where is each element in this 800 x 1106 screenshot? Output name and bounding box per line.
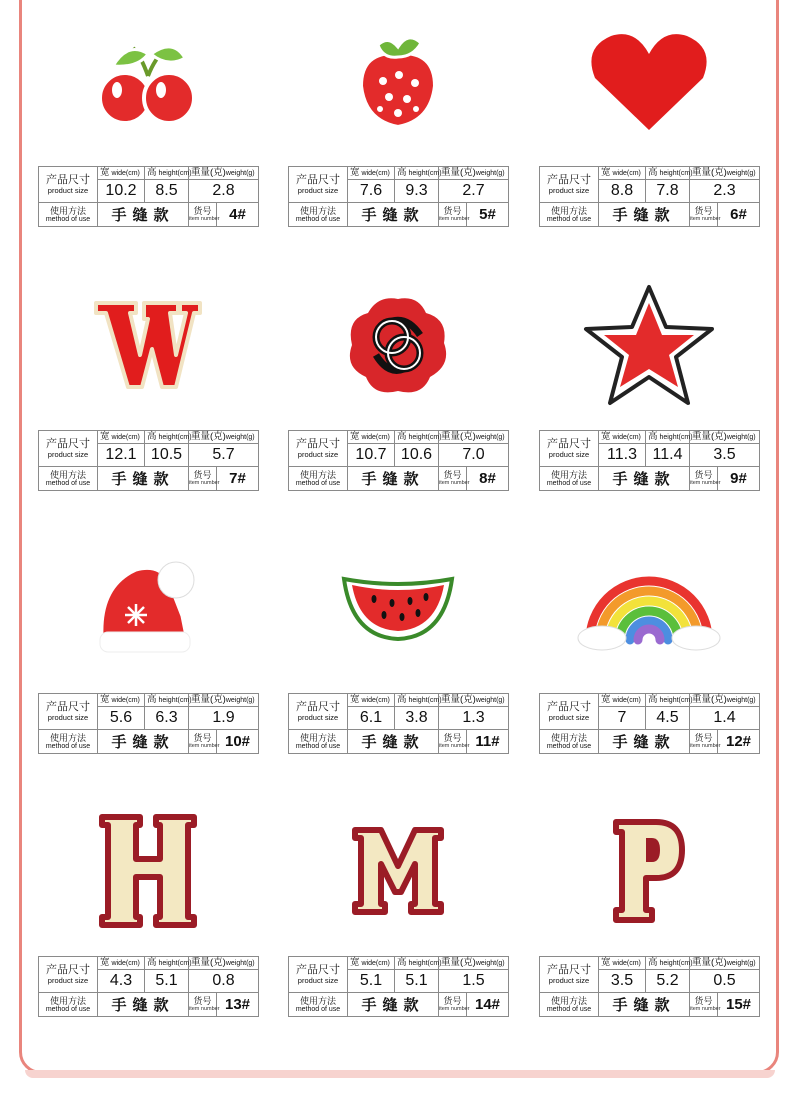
- wide-header: 宽 wide(cm): [599, 431, 646, 444]
- wide-value: 5.1: [348, 970, 395, 993]
- wide-header: 宽 wide(cm): [348, 431, 395, 444]
- height-header: 高 height(cm): [646, 957, 690, 970]
- height-value: 3.8: [395, 707, 439, 730]
- spec-table: [539, 166, 760, 227]
- height-header: 高 height(cm): [646, 431, 690, 444]
- item-number: 9#: [718, 467, 760, 491]
- height-value: 5.2: [646, 970, 690, 993]
- wide-value: 11.3: [599, 444, 646, 467]
- product-size-label: 产品尺寸 product size: [289, 957, 348, 993]
- method-label: 使用方法 method of use: [540, 203, 599, 227]
- method-label: 使用方法 method of use: [540, 467, 599, 491]
- weight-value: 1.3: [439, 707, 509, 730]
- letter-h-patch-icon: [38, 788, 258, 953]
- product-size-label: 产品尺寸 product size: [540, 431, 599, 467]
- weight-header: 重量(克)weight(g): [439, 167, 509, 180]
- height-value: 8.5: [145, 180, 189, 203]
- item-number: 11#: [467, 730, 509, 754]
- product-size-label: 产品尺寸 product size: [289, 431, 348, 467]
- weight-header: 重量(克)weight(g): [189, 167, 259, 180]
- star-patch-icon: [539, 262, 759, 427]
- spec-table: [38, 430, 259, 491]
- rainbow-patch-icon: [539, 525, 759, 690]
- method-value: 手缝款: [599, 203, 690, 227]
- wide-header: 宽 wide(cm): [348, 167, 395, 180]
- height-value: 4.5: [646, 707, 690, 730]
- method-label: 使用方法 method of use: [289, 203, 348, 227]
- method-value: 手缝款: [98, 730, 189, 754]
- product-card: [38, 262, 258, 525]
- product-size-label: 产品尺寸 product size: [540, 957, 599, 993]
- weight-value: 2.3: [690, 180, 760, 203]
- wide-header: 宽 wide(cm): [599, 957, 646, 970]
- product-card: [38, 525, 258, 788]
- item-number-label: 货号 item number: [690, 730, 718, 754]
- item-number-label: 货号 item number: [439, 203, 467, 227]
- product-card: [539, 788, 759, 1051]
- method-value: 手缝款: [98, 203, 189, 227]
- weight-header: 重量(克)weight(g): [439, 431, 509, 444]
- height-value: 5.1: [145, 970, 189, 993]
- letter-m-patch-icon: [288, 788, 508, 953]
- item-number: 10#: [217, 730, 259, 754]
- height-value: 10.5: [145, 444, 189, 467]
- method-label: 使用方法 method of use: [540, 730, 599, 754]
- spec-table: [288, 166, 509, 227]
- spec-table: [288, 693, 509, 754]
- weight-value: 1.4: [690, 707, 760, 730]
- method-label: 使用方法 method of use: [540, 993, 599, 1017]
- method-label: 使用方法 method of use: [289, 467, 348, 491]
- method-value: 手缝款: [98, 993, 189, 1017]
- weight-value: 0.5: [690, 970, 760, 993]
- spec-table: [38, 166, 259, 227]
- item-number-label: 货号 item number: [189, 467, 217, 491]
- heart-patch-icon: [539, 0, 759, 163]
- height-header: 高 height(cm): [145, 431, 189, 444]
- product-size-label: 产品尺寸 product size: [289, 694, 348, 730]
- spec-table: [539, 693, 760, 754]
- wide-header: 宽 wide(cm): [348, 957, 395, 970]
- item-number-label: 货号 item number: [439, 993, 467, 1017]
- wide-header: 宽 wide(cm): [98, 694, 145, 707]
- spec-table: [539, 430, 760, 491]
- height-value: 6.3: [145, 707, 189, 730]
- product-card: [288, 262, 508, 525]
- wide-header: 宽 wide(cm): [98, 957, 145, 970]
- method-label: 使用方法 method of use: [39, 203, 98, 227]
- item-number-label: 货号 item number: [690, 467, 718, 491]
- weight-header: 重量(克)weight(g): [189, 431, 259, 444]
- wide-value: 6.1: [348, 707, 395, 730]
- weight-value: 3.5: [690, 444, 760, 467]
- method-value: 手缝款: [599, 730, 690, 754]
- santa-hat-patch-icon: [38, 525, 258, 690]
- wide-value: 5.6: [98, 707, 145, 730]
- weight-header: 重量(克)weight(g): [439, 694, 509, 707]
- product-size-label: 产品尺寸 product size: [39, 957, 98, 993]
- wide-value: 10.7: [348, 444, 395, 467]
- method-value: 手缝款: [348, 730, 439, 754]
- method-value: 手缝款: [348, 467, 439, 491]
- height-header: 高 height(cm): [646, 694, 690, 707]
- item-number-label: 货号 item number: [189, 203, 217, 227]
- method-label: 使用方法 method of use: [39, 467, 98, 491]
- height-value: 10.6: [395, 444, 439, 467]
- weight-value: 1.9: [189, 707, 259, 730]
- strawberry-patch-icon: [288, 0, 508, 163]
- item-number: 8#: [467, 467, 509, 491]
- spec-table: [288, 956, 509, 1017]
- height-header: 高 height(cm): [145, 957, 189, 970]
- weight-header: 重量(克)weight(g): [189, 957, 259, 970]
- weight-value: 7.0: [439, 444, 509, 467]
- wide-header: 宽 wide(cm): [98, 167, 145, 180]
- product-card: [539, 262, 759, 525]
- product-card: [38, 788, 258, 1051]
- item-number: 6#: [718, 203, 760, 227]
- product-size-label: 产品尺寸 product size: [39, 694, 98, 730]
- wide-value: 10.2: [98, 180, 145, 203]
- method-label: 使用方法 method of use: [289, 993, 348, 1017]
- method-label: 使用方法 method of use: [39, 730, 98, 754]
- item-number: 12#: [718, 730, 760, 754]
- letter-p-patch-icon: [539, 788, 759, 953]
- item-number-label: 货号 item number: [690, 203, 718, 227]
- method-value: 手缝款: [348, 203, 439, 227]
- wide-header: 宽 wide(cm): [599, 167, 646, 180]
- height-header: 高 height(cm): [395, 431, 439, 444]
- height-header: 高 height(cm): [395, 167, 439, 180]
- method-label: 使用方法 method of use: [39, 993, 98, 1017]
- height-header: 高 height(cm): [395, 957, 439, 970]
- frame-shadow: [25, 1070, 775, 1078]
- weight-header: 重量(克)weight(g): [690, 167, 760, 180]
- product-card: [288, 788, 508, 1051]
- weight-value: 0.8: [189, 970, 259, 993]
- wide-value: 4.3: [98, 970, 145, 993]
- product-card: [288, 525, 508, 788]
- height-header: 高 height(cm): [395, 694, 439, 707]
- height-value: 11.4: [646, 444, 690, 467]
- product-size-label: 产品尺寸 product size: [540, 167, 599, 203]
- weight-header: 重量(克)weight(g): [439, 957, 509, 970]
- item-number: 15#: [718, 993, 760, 1017]
- item-number-label: 货号 item number: [189, 993, 217, 1017]
- product-card: [539, 525, 759, 788]
- weight-value: 2.7: [439, 180, 509, 203]
- item-number: 7#: [217, 467, 259, 491]
- wide-header: 宽 wide(cm): [599, 694, 646, 707]
- method-value: 手缝款: [599, 993, 690, 1017]
- wide-header: 宽 wide(cm): [98, 431, 145, 444]
- height-value: 9.3: [395, 180, 439, 203]
- product-size-label: 产品尺寸 product size: [39, 431, 98, 467]
- item-number: 13#: [217, 993, 259, 1017]
- letter-w-patch-icon: [38, 262, 258, 427]
- weight-header: 重量(克)weight(g): [690, 431, 760, 444]
- wide-value: 8.8: [599, 180, 646, 203]
- wide-value: 3.5: [599, 970, 646, 993]
- product-size-label: 产品尺寸 product size: [540, 694, 599, 730]
- item-number: 4#: [217, 203, 259, 227]
- weight-value: 5.7: [189, 444, 259, 467]
- method-value: 手缝款: [348, 993, 439, 1017]
- weight-value: 1.5: [439, 970, 509, 993]
- cherry-patch-icon: [38, 0, 258, 163]
- spec-table: [288, 430, 509, 491]
- spec-table: [38, 956, 259, 1017]
- spec-table: [38, 693, 259, 754]
- item-number-label: 货号 item number: [439, 730, 467, 754]
- item-number-label: 货号 item number: [189, 730, 217, 754]
- weight-value: 2.8: [189, 180, 259, 203]
- product-card: [38, 0, 258, 261]
- item-number: 5#: [467, 203, 509, 227]
- knot-patch-icon: [288, 262, 508, 427]
- product-size-label: 产品尺寸 product size: [39, 167, 98, 203]
- wide-header: 宽 wide(cm): [348, 694, 395, 707]
- item-number-label: 货号 item number: [690, 993, 718, 1017]
- method-label: 使用方法 method of use: [289, 730, 348, 754]
- wide-value: 7.6: [348, 180, 395, 203]
- item-number: 14#: [467, 993, 509, 1017]
- height-header: 高 height(cm): [145, 694, 189, 707]
- weight-header: 重量(克)weight(g): [189, 694, 259, 707]
- height-header: 高 height(cm): [145, 167, 189, 180]
- product-card: [288, 0, 508, 261]
- wide-value: 7: [599, 707, 646, 730]
- height-header: 高 height(cm): [646, 167, 690, 180]
- spec-table: [539, 956, 760, 1017]
- method-value: 手缝款: [599, 467, 690, 491]
- watermelon-patch-icon: [288, 525, 508, 690]
- wide-value: 12.1: [98, 444, 145, 467]
- weight-header: 重量(克)weight(g): [690, 694, 760, 707]
- item-number-label: 货号 item number: [439, 467, 467, 491]
- weight-header: 重量(克)weight(g): [690, 957, 760, 970]
- product-size-label: 产品尺寸 product size: [289, 167, 348, 203]
- height-value: 7.8: [646, 180, 690, 203]
- product-card: [539, 0, 759, 261]
- height-value: 5.1: [395, 970, 439, 993]
- method-value: 手缝款: [98, 467, 189, 491]
